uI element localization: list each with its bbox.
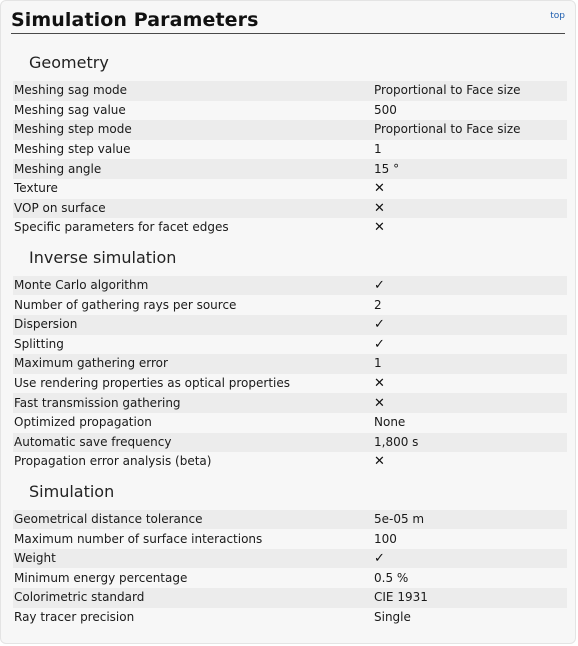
- param-label: Meshing angle: [13, 159, 371, 179]
- table-row: [13, 101, 567, 121]
- section-geometry: [13, 51, 567, 238]
- param-label: Meshing sag mode: [13, 81, 371, 101]
- param-value: 500: [371, 101, 567, 121]
- param-label: Specific parameters for facet edges: [13, 218, 371, 238]
- table-row: [13, 81, 567, 101]
- table-row: [13, 140, 567, 160]
- param-value: 100: [371, 529, 567, 549]
- section-simulation: [13, 480, 567, 628]
- param-label: Use rendering properties as optical properties: [13, 374, 371, 394]
- table-row: [13, 608, 567, 628]
- section-title: Simulation: [29, 481, 115, 501]
- param-label: Meshing step mode: [13, 120, 371, 140]
- table-row: [13, 315, 567, 335]
- param-value: Proportional to Face size: [371, 120, 567, 140]
- table-row: [13, 510, 567, 530]
- section-title: Geometry: [29, 53, 109, 72]
- param-label: Maximum gathering error: [13, 354, 371, 374]
- param-label: Texture: [13, 179, 371, 199]
- parameters-table: [13, 81, 567, 238]
- table-row: [13, 199, 567, 219]
- page-title: Simulation Parameters: [11, 9, 259, 31]
- param-label: Meshing step value: [13, 140, 371, 160]
- param-label: Splitting: [13, 335, 371, 355]
- check-icon: ✓: [374, 278, 385, 294]
- param-value: 2: [371, 295, 567, 315]
- param-label: Maximum number of surface interactions: [13, 529, 371, 549]
- param-label: Weight: [13, 549, 371, 569]
- param-value: Single: [371, 608, 567, 628]
- section-inverse-simulation: [13, 246, 567, 472]
- param-label: Dispersion: [13, 315, 371, 335]
- param-value: 1,800 s: [371, 433, 567, 453]
- parameters-table: [13, 276, 567, 472]
- param-value: 1: [371, 140, 567, 160]
- check-icon: ✓: [374, 551, 385, 567]
- param-label: Optimized propagation: [13, 413, 371, 433]
- section-title: Inverse simulation: [29, 247, 177, 267]
- table-row: [13, 549, 567, 569]
- top-link[interactable]: top: [550, 11, 565, 21]
- param-label: Number of gathering rays per source: [13, 295, 371, 315]
- cross-icon: ✕: [374, 181, 385, 197]
- param-value: 1: [371, 354, 567, 374]
- param-label: Minimum energy percentage: [13, 568, 371, 588]
- param-label: Meshing sag value: [13, 101, 371, 121]
- param-label: VOP on surface: [13, 199, 371, 219]
- table-row: [13, 276, 567, 296]
- table-row: [13, 335, 567, 355]
- cross-icon: ✕: [374, 454, 385, 470]
- table-row: [13, 529, 567, 549]
- param-label: Colorimetric standard: [13, 588, 371, 608]
- parameters-table: [13, 510, 567, 628]
- check-icon: ✓: [374, 336, 385, 352]
- parameters-content: [13, 45, 567, 627]
- table-row: [13, 179, 567, 199]
- table-row: [13, 218, 567, 238]
- param-label: Propagation error analysis (beta): [13, 452, 371, 472]
- table-row: [13, 588, 567, 608]
- param-value: 5e-05 m: [371, 510, 567, 530]
- param-value: CIE 1931: [371, 588, 567, 608]
- table-row: [13, 568, 567, 588]
- cross-icon: ✕: [374, 376, 385, 392]
- param-value: Proportional to Face size: [371, 81, 567, 101]
- table-row: [13, 354, 567, 374]
- param-label: Automatic save frequency: [13, 433, 371, 453]
- param-label: Fast transmission gathering: [13, 393, 371, 413]
- check-icon: ✓: [374, 317, 385, 333]
- cross-icon: ✕: [374, 395, 385, 411]
- param-label: Monte Carlo algorithm: [13, 276, 371, 296]
- param-value: None: [371, 413, 567, 433]
- param-value: 0.5 %: [371, 568, 567, 588]
- cross-icon: ✕: [374, 200, 385, 216]
- table-row: [13, 159, 567, 179]
- table-row: [13, 433, 567, 453]
- table-row: [13, 374, 567, 394]
- cross-icon: ✕: [374, 220, 385, 236]
- table-row: [13, 295, 567, 315]
- table-row: [13, 120, 567, 140]
- table-row: [13, 393, 567, 413]
- table-row: [13, 413, 567, 433]
- title-divider: [11, 33, 565, 34]
- table-row: [13, 452, 567, 472]
- param-label: Ray tracer precision: [13, 608, 371, 628]
- param-value: 15 °: [371, 159, 567, 179]
- param-label: Geometrical distance tolerance: [13, 510, 371, 530]
